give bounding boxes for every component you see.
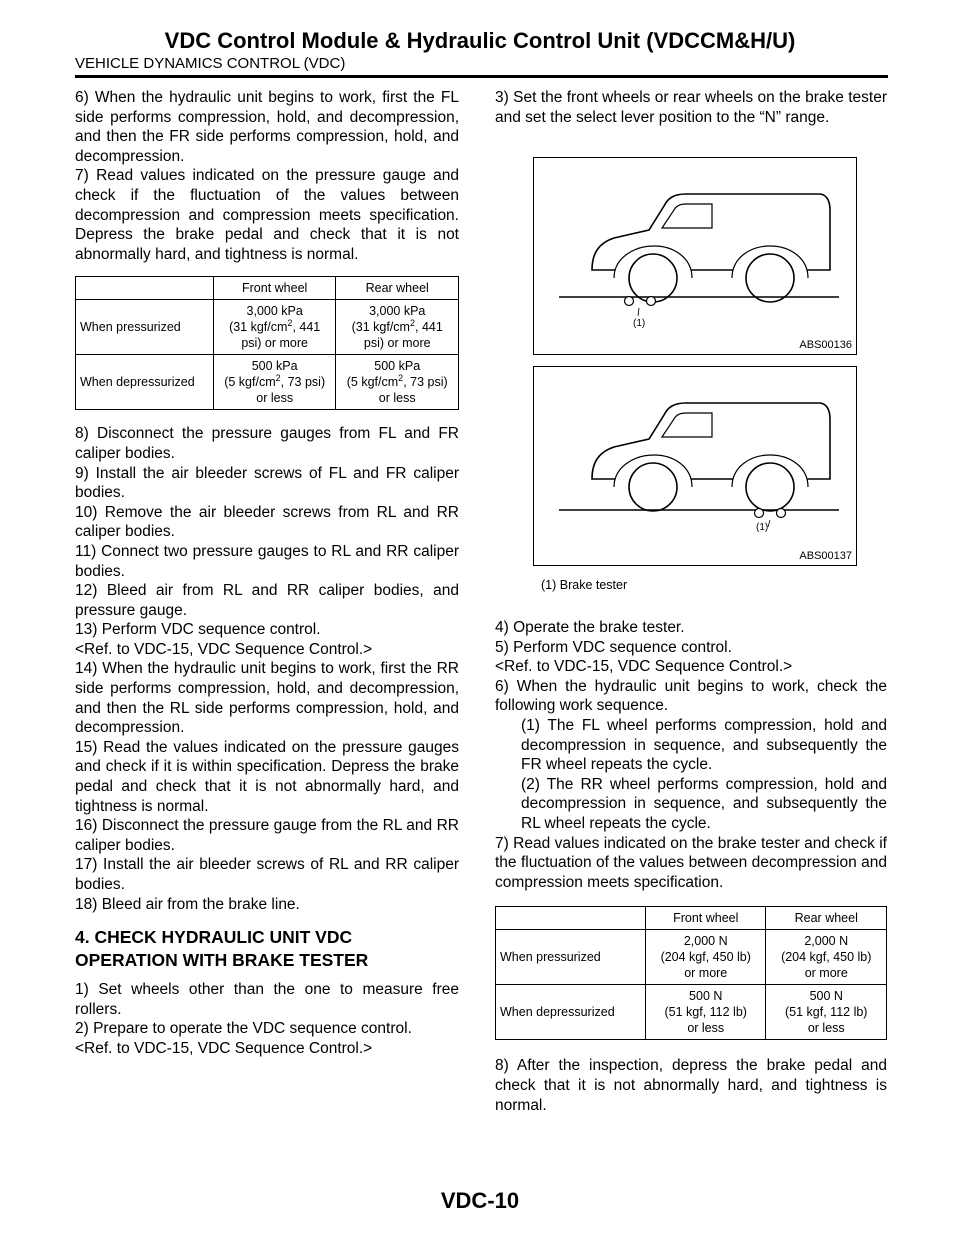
cell-line: or less [807, 1021, 845, 1036]
superscript: 2 [398, 373, 404, 384]
cell-line: or more [804, 966, 848, 981]
cell-line: , 73 psi) [403, 375, 448, 390]
table-cell [766, 985, 887, 1040]
table-cell [766, 930, 887, 985]
header-rule [75, 75, 888, 78]
section-subtitle: VEHICLE DYNAMICS CONTROL (VDC) [75, 55, 346, 72]
cell-line: 2,000 N [683, 934, 728, 949]
step: 7) Read values indicated on the brake tester and check if the fluctuation of the values between decompression and compression meets specification. [495, 834, 887, 891]
figure-legend: (1) Brake tester [541, 578, 628, 592]
table-row [496, 930, 887, 985]
table-cell [213, 355, 336, 410]
row-label: When pressurized [496, 930, 646, 985]
row-label: When pressurized [76, 300, 214, 355]
figure-code: ABS00137 [799, 550, 852, 562]
superscript: 2 [287, 318, 293, 329]
step: 1) Set wheels other than the one to measure free rollers. [75, 981, 459, 1018]
step: 6) When the hydraulic unit begins to work, check the following work sequence. [495, 677, 887, 715]
figure-code: ABS00136 [799, 339, 852, 351]
cell-line: psi) or more [241, 336, 308, 351]
brake-tester-spec-table [495, 906, 887, 1040]
step: 8) Disconnect the pressure gauges from FL and FR caliper bodies. [75, 425, 459, 462]
cell-line: (51 kgf, 112 lb) [785, 1005, 868, 1020]
step: 17) Install the air bleeder screws of RL and RR caliper bodies. [75, 856, 459, 893]
cell-line: 3,000 kPa [246, 304, 303, 319]
cell-line: (5 kgf/cm [346, 375, 399, 390]
step: 18) Bleed air from the brake line. [75, 895, 300, 913]
figure-front-wheels-on-tester [533, 157, 857, 355]
right-column-bottom [495, 618, 887, 1115]
table-row [76, 300, 459, 355]
pressure-gauge-spec-table [75, 276, 459, 410]
figure-rear-wheels-on-tester [533, 366, 857, 566]
row-label: When depressurized [76, 355, 214, 410]
callout-label: (1) [756, 522, 769, 533]
section-heading: 4. CHECK HYDRAULIC UNIT VDC OPERATION WITH BRAKE TESTER [75, 927, 369, 971]
cell-line: psi) or more [363, 336, 431, 351]
page-number: VDC-10 [440, 1188, 520, 1213]
table-cell [336, 355, 459, 410]
step: 3) Set the front wheels or rear wheels on the brake tester and set the select lever position to the “N” range. [495, 89, 887, 126]
step: 14) When the hydraulic unit begins to work, first the RR side performs compression, hold, and decompression, and then the RL side performs compression, hold, and decompression. [75, 660, 459, 737]
table-cell [645, 985, 766, 1040]
cell-line: 500 kPa [374, 359, 421, 374]
superscript: 2 [409, 318, 415, 329]
table-row [496, 985, 887, 1040]
row-label: When depressurized [496, 985, 646, 1040]
step: 9) Install the air bleeder screws of FL and FR caliper bodies. [75, 464, 459, 502]
cell-line: (5 kgf/cm [224, 375, 276, 390]
right-column-top [495, 88, 887, 127]
step: 16) Disconnect the pressure gauge from the RL and RR caliper bodies. [75, 817, 459, 854]
step: 5) Perform VDC sequence control. [495, 638, 732, 656]
cell-line: (31 kgf/cm [229, 320, 288, 335]
step: 10) Remove the air bleeder screws from RL and RR caliper bodies. [75, 503, 459, 541]
cell-line: 2,000 N [804, 934, 849, 949]
table-cell [336, 300, 459, 355]
cell-line: (204 kgf, 450 lb) [781, 950, 872, 965]
step: 13) Perform VDC sequence control. [75, 621, 321, 639]
vehicle-illustration [534, 158, 856, 354]
reference-link[interactable]: <Ref. to VDC-15, VDC Sequence Control.> [75, 640, 373, 658]
table-header-row [496, 907, 887, 930]
cell-line: or less [687, 1021, 725, 1036]
vehicle-illustration [534, 367, 856, 565]
step: 15) Read the values indicated on the pressure gauges and check if it is within specification. Depress the brake pedal and check that it is not abnormally hard, and tightness is normal. [75, 738, 459, 815]
table-corner-cell [496, 907, 646, 930]
table-header: Rear wheel [766, 907, 887, 930]
step: 2) Prepare to operate the VDC sequence control. [75, 1020, 412, 1038]
step: 7) Read values indicated on the pressure gauge and check if the fluctuation of the values between decompression and compression meets specification. Depress the brake pedal and check that it is not abnormally hard, and tightness is normal. [75, 167, 459, 263]
table-cell [645, 930, 766, 985]
reference-link[interactable]: <Ref. to VDC-15, VDC Sequence Control.> [75, 1039, 373, 1057]
table-row [76, 355, 459, 410]
step: 11) Connect two pressure gauges to RL and RR caliper bodies. [75, 542, 459, 580]
cell-line: or more [684, 966, 728, 981]
reference-link[interactable]: <Ref. to VDC-15, VDC Sequence Control.> [495, 658, 793, 676]
cell-line: 3,000 kPa [369, 304, 426, 319]
superscript: 2 [275, 373, 281, 384]
cell-line: , 441 [292, 320, 321, 335]
cell-line: or less [378, 391, 416, 406]
step: 4) Operate the brake tester. [495, 619, 685, 636]
cell-line: , 73 psi) [280, 375, 326, 390]
step: 8) After the inspection, depress the brake pedal and check that it is not abnormally hard, and tightness is normal. [495, 1057, 887, 1114]
table-header: Rear wheel [336, 277, 459, 300]
table-cell [213, 300, 336, 355]
substep: (1) The FL wheel performs compression, hold and decompression in sequence, and subsequently the FR wheel repeats the cycle. [521, 716, 887, 774]
cell-line: 500 N [689, 989, 723, 1004]
left-column [75, 88, 459, 1059]
substep: (2) The RR wheel performs compression, hold and decompression in sequence, and subsequently the RL wheel repeats the cycle. [521, 775, 887, 832]
callout-label: (1) [633, 318, 646, 329]
page-title: VDC Control Module & Hydraulic Control Unit (VDCCM&H/U) [164, 28, 796, 53]
cell-line: (51 kgf, 112 lb) [664, 1005, 747, 1020]
table-header: Front wheel [213, 277, 336, 300]
cell-line: (31 kgf/cm [351, 320, 410, 335]
table-header: Front wheel [645, 907, 766, 930]
cell-line: (204 kgf, 450 lb) [660, 950, 751, 965]
cell-line: 500 N [809, 989, 843, 1004]
table-header-row [76, 277, 459, 300]
table-corner-cell [76, 277, 214, 300]
cell-line: , 441 [415, 320, 443, 335]
cell-line: 500 kPa [251, 359, 298, 374]
cell-line: or less [256, 391, 294, 406]
step: 12) Bleed air from RL and RR caliper bodies, and pressure gauge. [75, 582, 459, 619]
step: 6) When the hydraulic unit begins to work, first the FL side performs compression, hold, and decompression, and then the FR side performs compression, hold, and decompression. [75, 89, 459, 165]
